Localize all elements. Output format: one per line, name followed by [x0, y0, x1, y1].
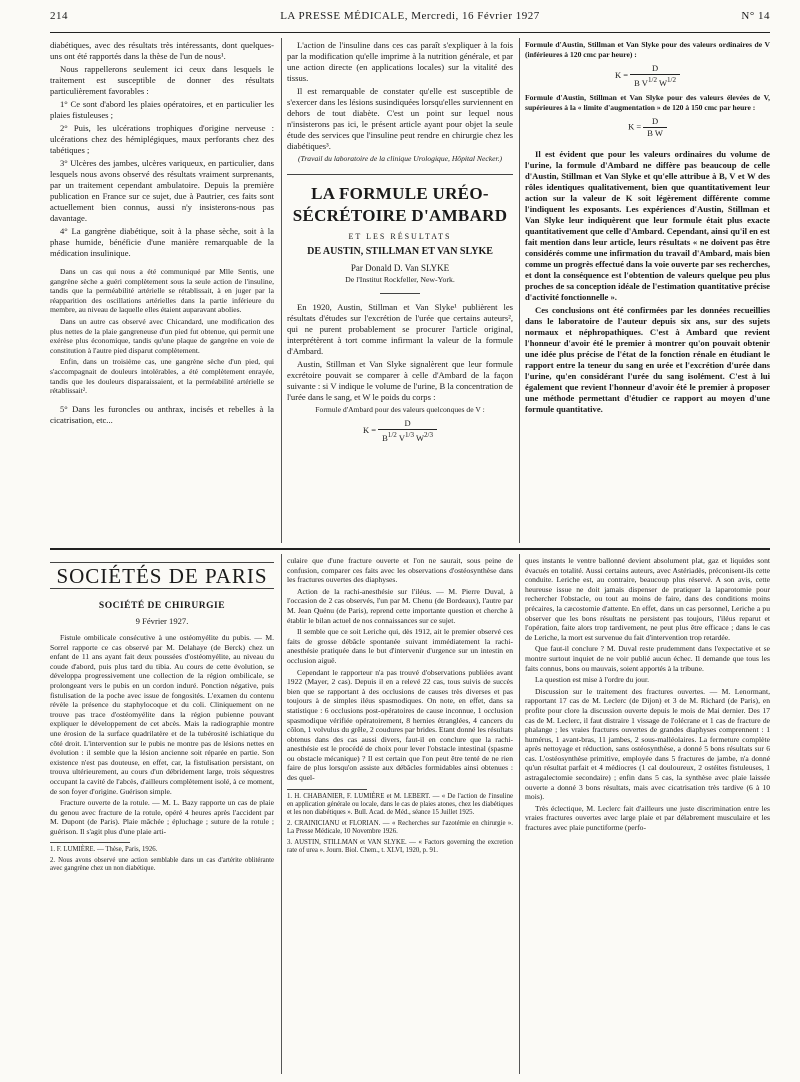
column-divider [281, 38, 282, 543]
formula-label: Formule d'Austin, Stillman et Van Slyke pour des valeurs ordinaires de V (inférieures à 120 cmc par heure) : [525, 40, 770, 59]
article-authors: DE AUSTIN, STILLMAN ET VAN SLYKE [307, 245, 493, 257]
issue-number: N° 14 [741, 10, 770, 22]
report-paragraph: Que faut-il conclure ? M. Duval reste prudemment dans l'expectative et se montre surtout inquiet de ne voir publié aucun échec. Il demande que tous les faits connus, bons ou mauvais, soient apportés à la tribune. [525, 644, 770, 673]
report-paragraph: Cependant le rapporteur n'a pas trouvé d'observations publiées avant 1922 (Mayer, 2 cas). Depuis il en a relevé 22 cas, tous suivis de succès bien que se rapportant à des occlusions de causes très diverses et pas toujours à de simples iléus spasmodiques. On note, en effet, dans sa statistique : 6 occlusions post-opératoires de cause inconnue, 1 occlusion spasmodique vérifiée opératoirement, 8 hernies étranglées, 4 cancers du côlon, 1 volvulus du grêle, 2 coudures par brides. Etant donné les résultats obtenus dans des cas aussi divers, faut-il en conclure que la rachi-anesthésie est le procédé de choix pour lever l'obstacle intestinal (spasme ou obstacle mécanique) ? Il est certain que l'on peut être tenté de ne rien faire de plus lorsqu'on assiste aux débâcles formidables ainsi obtenues : des quel- [287, 667, 513, 783]
report-paragraph: La question est mise à l'ordre du jour. [535, 675, 649, 685]
report-paragraph: Discussion sur le traitement des fractures ouvertes. — M. Lenormant, rapportant 17 cas de M. Leclerc (de Dijon) et 3 de M. Richard (de Paris), en profite pour clore la discussion ouverte depuis le mois de Mai dernier. Des 17 cas de M. Leclerc, il faut distraire 1 vissage de l'olécrane et 1 cas de fracture de phalange ; les vraies fractures ouvertes de grandes diaphyses comprennent : 1 humérus, 1 avant-bras, 11 jambes, 2 sous-malléolaires. La fermeture complète après nettoyage et réduction, sans ostéosynthèse, a donné 5 bons résultats sur 6 cas. L'ostéosynthèse primitive, employée dans 5 fractures de jambe, n'a donné qu'un résultat parfait et 4 médiocres (1 cal douloureux, 2 ostéites fistuleuses, 1 astragalectomie secondaire) ; enfin dans 5 cas, la synthèse avec plaie laissée ouverte a donné 3 bons résultats, mais avec cicatrisation très tardive (6 à 10 mois). [525, 686, 770, 802]
affiliation: De l'Institut Rockfeller, New-York. [345, 274, 455, 284]
paragraph: En 1920, Austin, Stillman et Van Slyke¹ publièrent les résultats d'études sur l'excrétion de l'urée que certains auteurs², qui ne purent probablement se procurer l'article original, interprétèrent à tort comme infirmant la valeur de la formule d'Ambard. [287, 301, 513, 356]
case-note: Enfin, dans un troisième cas, une gangrène sèche d'un pied, qui s'accompagnait de douleurs intolérables, a été complètement enrayée, tandis que les douleurs disparaissaient, et la perméabilité artérielle se rétablissait². [50, 357, 274, 396]
article-subtitle: ET LES RÉSULTATS [348, 231, 452, 241]
societies-column-2 [287, 556, 513, 1076]
report-paragraph: Fistule ombilicale consécutive à une ostéomyélite du pubis. — M. Sorrel rapporte ce cas observé par M. Delahaye (de Berck) chez un enfant de 11 ans ayant fait deux poussées d'ostéomyélite, au niveau du coude d'abord, puis plus tard du tibia. Au cours de cette évolution, se développa progressivement une collection de la région ombilicale, se prolongeant vers le pubis en un cordon induré. Ponction négative, puis fistulisation de la poche avec issue de fongosités. L'examen du contenu révèle la présence du staphylocoque et du coli. Cliniquement on ne trouve pas trace d'ostéomyélite dans la région pubienne pouvant expliquer le développement de cet abcès. Mais la radiographie montre une érosion de la surface quadrilatère et de la tubérosité ischiatique du côté droit. L'intervention sur le pubis ne montre pas de lésions nettes en évolution : il semble que la lésion ancienne soit réparée en partie. Son existence n'est pas douteuse, en effet, car, la fistulisation persistant, on trouva ultérieurement, au cours d'un débridement large, trois séquestres occupant la cavité de l'abcès, d'ailleurs complètement isolé, à ce moment, de son foyer d'origine. Guérison simple. [50, 633, 274, 796]
article-title: LA FORMULE URÉO-SÉCRÉTOIRE D'AMBARD [292, 183, 508, 225]
paragraph: L'action de l'insuline dans ces cas paraît s'expliquer à la fois par la modification qu'elle imprime à la nutrition générale, et par une action directe (en applications locales) sur la vitalité des tissus. [287, 40, 513, 83]
footnote: 2. CRAINICIANU et FLORIAN. — « Recherches sur l'azotémie en chirurgie ». La Presse Médicale, 10 Novembre 1926. [287, 819, 513, 836]
paragraph: 1° Ce sont d'abord les plaies opératoires, et en particulier les plaies fistuleuses ; [50, 99, 274, 120]
case-note: Dans un autre cas observé avec Chicandard, une modification des plus nettes de la plaie gangreneuse d'un pied fut obtenue, qui permit une exérèse plus économique, tandis qu'une plaque de gangrène en voie de constitution à l'autre pied disparut complètement. [50, 316, 274, 355]
footnote: 2. Nous avons observé une action semblable dans un cas d'artérite oblitérante avec gangrène chez un non diabétique. [50, 856, 274, 873]
formula: K = $\frac{D}{\text{B W}}$ [525, 116, 770, 139]
report-paragraph: Il semble que ce soit Leriche qui, dès 1912, ait le premier observé ces faits de grosse débâcle spontanée suivant immédiatement la rachi-anesthésie pratiquée dans le but d'intervenir d'urgence sur un intestin en occlusion aiguë. [287, 627, 513, 665]
paragraph: 2° Puis, les ulcérations trophiques d'origine nerveuse : ulcérations chez des hémiplégiques, maux perforants chez des tabétiques ; [50, 123, 274, 155]
formula: K = $\frac{D}{B^{1/2} V^{1/3} W^{2/3}}$ [287, 418, 513, 444]
running-title: LA PRESSE MÉDICALE, Mercredi, 16 Février 1927 [280, 10, 540, 22]
paragraph: Il est remarquable de constater qu'elle est susceptible de s'exercer dans les lésions susindiquées lorsqu'elles surviennent en dehors de tout diabète. C'est un point sur lequel nous n'insisterons pas ici, le présent article ayant pour objet la seule étude des services que l'insuline peut rendre en chirurgie chez les diabétiques³. [287, 86, 513, 151]
article-column-3 [525, 40, 770, 542]
report-paragraph: ques instants le ventre ballonné devient absolument plat, gaz et liquides sont évacués en totalité. Aussi certains auteurs, avec Astériadès, préconisent-ils cette conduite. Leriche est, au contraire, beaucoup plus réservé. A son avis, cette heureuse issue ne doit jamais dispenser de pratiquer la laparotomie pour rechercher l'obstacle, ou tout au moins de faire, dans des conditions moins précaires, la cæcostomie d'attente. En effet, dans un cas personnel, Leriche a pu observer que les bons résultats ne persistent pas toujours, l'iléus reparut et l'opération, faite alors trop tardivement, ne peut plus être efficace ; dans le cas de Leriche, la mort est survenue du fait d'intervention trop retardée. [525, 556, 770, 642]
footnote: 1. F. LUMIÈRE. — Thèse, Paris, 1926. [50, 846, 158, 854]
report-paragraph: Action de la rachi-anesthésie sur l'iléus. — M. Pierre Duval, à l'occasion de 2 cas observés, l'un par M. Chenu (de Bordeaux), l'autre par M. Jean Quénu (de Paris), reprend cette importante question et cherche à établir le bilan actuel de nos connaissances sur ce sujet. [287, 586, 513, 625]
article-column-1 [50, 40, 274, 542]
formula-label: Formule d'Ambard pour des valeurs quelconques de V : [315, 404, 485, 414]
byline: Par Donald D. Van SLYKE [350, 262, 450, 273]
paragraph: Il est évident que pour les valeurs ordinaires du volume de l'urine, la formule d'Ambard ne diffère pas beaucoup de celle d'Austin, Stillman et Van Slyke et qu'elle attribue à B, V et W des rôles identiques qualitativement, bien que quantitativement leur action sur la valeur de K soit légèrement différente comme l'indiquent les exposants. Les expériences d'Austin, Stillman et Van Slyke leur indiquèrent que leur formule était plus exacte quantitativement que celle d'Ambard. Cependant, ainsi qu'il en est fait mention dans leur article, leurs résultats « ne doivent pas être considérés comme une infirmation du travail d'Ambard, mais bien comme un progrès effectué dans la voie ouverte par ses recherches, et dont la conséquence est l'obtention de valeurs quelque peu plus proches de sa conception idéale de l'estimation quantitative précise d'activité fonctionnelle ». [525, 149, 770, 303]
column-divider [519, 554, 520, 1074]
formula-label: Formule d'Austin, Stillman et Van Slyke pour des valeurs élevées de V, supérieures à la « limite d'augmentation » de 120 à 150 cmc par heure : [525, 93, 770, 112]
page-number: 214 [50, 10, 68, 22]
societies-column-3 [525, 556, 770, 1076]
footnote: 3. AUSTIN, STILLMAN et VAN SLYKE. — « Factors governing the excretion rate of urea ». Journ. Biol. Chem., t. XLVI, 1920, p. 91. [287, 838, 513, 855]
paragraph: Nous rappellerons seulement ici ceux dans lesquels le traitement est susceptible de donner des résultats particulièrement favorables : [50, 64, 274, 96]
header-rule [50, 32, 770, 33]
column-divider [519, 38, 520, 543]
section-divider [50, 548, 770, 550]
formula: K = $\frac{D}{B V^{1/2} W^{1/2}}$ [525, 63, 770, 89]
society-title: SOCIÉTÉ DE CHIRURGIE [98, 601, 226, 611]
article-column-2 [287, 40, 513, 542]
report-paragraph: culaire que d'une fracture ouverte et l'on ne saurait, sous peine de confusion, comparer ces faits avec les observations d'ostéosynthèse dans les fractures ouvertes des diaphyses. [287, 556, 513, 585]
paragraph: 4° La gangrène diabétique, soit à la phase sèche, soit à la phase humide, bénéficie d'une manière remarquable de la médication insulinique. [50, 226, 274, 258]
article-rule [287, 174, 513, 175]
column-divider [281, 554, 282, 1074]
session-date: 9 Février 1927. [135, 616, 189, 626]
paragraph: diabétiques, avec des résultats très intéressants, dont quelques-uns ont été rapportés dans la thèse de l'un de nous¹. [50, 40, 274, 61]
paragraph: Austin, Stillman et Van Slyke signalèrent que leur formule excrétoire pouvait se comparer à celle d'Ambard de la façon suivante : si V indique le volume de l'urine, B la concentration de l'urée dans le sang, et W le poids du corps : [287, 358, 513, 402]
credit-line: (Travail du laboratoire de la clinique Urologique, Hôpital Necker.) [297, 154, 503, 163]
societies-column-1 [50, 556, 274, 1076]
paragraph: Ces conclusions ont été confirmées par les données recueillies dans le laboratoire de l'auteur depuis six ans, sur des sujets normaux et néphropathiques. C'est à Ambard que revient l'honneur d'avoir été le premier à montrer qu'on pouvait obtenir une idée plus précise de l'état de la fonction rénale en étudiant le rapport entre la teneur du sang en urée et l'excrétion d'urée dans l'urine, qu'en considérant l'urée du sang isolément. C'est à lui également que revient l'honneur d'avoir été le premier à proposer une méthode permettant d'étudier ce rapport au moyen d'une formule quantitative. [525, 305, 770, 415]
paragraph: 5° Dans les furoncles ou anthrax, incisés et rebelles à la cicatrisation, etc... [50, 403, 274, 425]
section-heading: SOCIÉTÉS DE PARIS [56, 564, 268, 588]
page-header [50, 8, 770, 30]
case-note: Dans un cas qui nous a été communiqué par Mlle Sentis, une gangrène sèche a guéri complètement sous la seule action de l'insuline, tandis que la perméabilité artérielle se rétablissait, à en juger par la réapparition des oscillations artérielles dans la partie inférieure du membre, au niveau de laquelle elles étaient auparavant abolies. [50, 267, 274, 315]
footnote: 1. H. CHABANIER, F. LUMIÈRE et M. LEBERT. — « De l'action de l'insuline en application générale ou locale, dans le cas de plaies atones, chez les diabétiques et les non diabétiques ». Bull. Acad. de Méd., séance 15 Juillet 1925. [287, 792, 513, 817]
paragraph: 3° Ulcères des jambes, ulcères variqueux, en particulier, dans lesquels nous avons observé des résultats vraiment surprenants, par un traitement cependant ambulatoire. Depuis la première publication en France sur ce sujet, due à Pautrier, ces faits sont actuellement bien connus, aussi n'y insisterons-nous pas davantage. [50, 158, 274, 223]
report-paragraph: Très éclectique, M. Leclerc fait d'ailleurs une juste discrimination entre les vraies fractures ouvertes avec large plaie et par délabrement musculaire et les fractures avec plaie punctiforme (perfo- [525, 803, 770, 833]
report-paragraph: Fracture ouverte de la rotule. — M. L. Bazy rapporte un cas de plaie du genou avec fracture de la rotule, opéré 4 heures après l'accident par M. Dupont (de Paris). Plaie mâchée ; épluchage ; suture de la rotule ; guérison. Il s'agit plus d'une plaie arti- [50, 798, 274, 836]
